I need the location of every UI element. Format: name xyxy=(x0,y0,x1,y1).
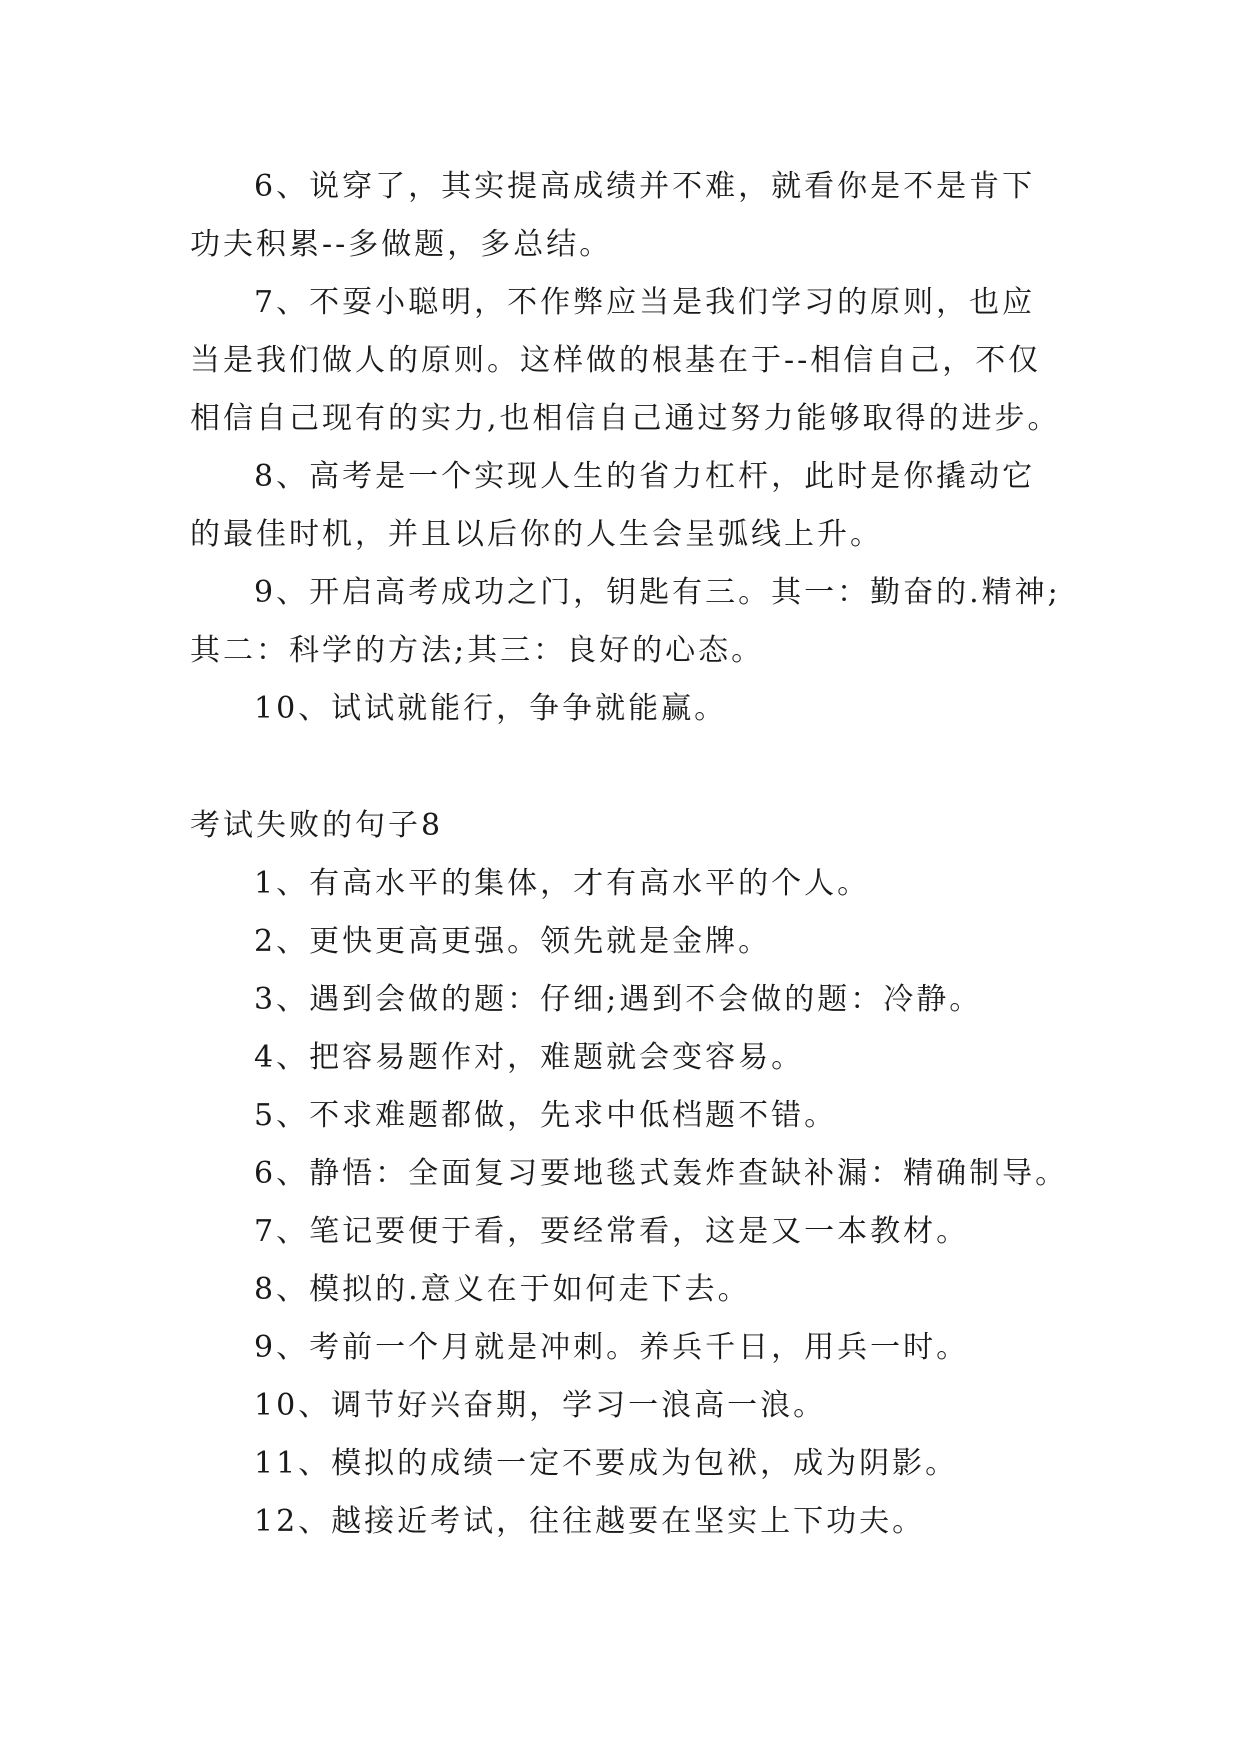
list-item: 7、笔记要便于看，要经常看，这是又一本教材。 xyxy=(254,1214,970,1249)
list-item: 5、不求难题都做，先求中低档题不错。 xyxy=(254,1098,838,1133)
list-item: 10、调节好兴奋期，学习一浪高一浪。 xyxy=(254,1388,827,1423)
list-item: 11、模拟的成绩一定不要成为包袱，成为阴影。 xyxy=(254,1446,959,1481)
list-item: 9、考前一个月就是冲刺。养兵千日，用兵一时。 xyxy=(254,1330,970,1365)
list-item: 3、遇到会做的题：仔细;遇到不会做的题：冷静。 xyxy=(254,982,983,1017)
paragraph-9: 9、开启高考成功之门，钥匙有三。其一：勤奋的.精神;其二：科学的方法;其三：良好的心态。 xyxy=(190,575,1061,668)
list-item: 8、模拟的.意义在于如何走下去。 xyxy=(254,1272,751,1307)
sentence-list xyxy=(190,855,1090,1551)
section-heading: 考试失败的句子8 xyxy=(190,808,444,843)
list-item: 1、有高水平的集体，才有高水平的个人。 xyxy=(254,866,871,901)
paragraph-6: 6、说穿了，其实提高成绩并不难，就看你是不是肯下功夫积累--多做题，多总结。 xyxy=(190,169,1036,262)
continued-paragraphs xyxy=(190,158,1065,738)
list-item: 12、越接近考试，往往越要在坚实上下功夫。 xyxy=(254,1504,926,1539)
list-item: 4、把容易题作对，难题就会变容易。 xyxy=(254,1040,805,1075)
paragraph-7: 7、不耍小聪明，不作弊应当是我们学习的原则，也应当是我们做人的原则。这样做的根基在于--相信自己，不仅相信自己现有的实力,也相信自己通过努力能够取得的进步。 xyxy=(190,285,1061,436)
paragraph-8: 8、高考是一个实现人生的省力杠杆，此时是你撬动它的最佳时机，并且以后你的人生会呈弧线上升。 xyxy=(190,459,1036,552)
list-item: 6、静悟：全面复习要地毯式轰炸查缺补漏：精确制导。 xyxy=(254,1156,1069,1191)
paragraph-10: 10、试试就能行，争争就能赢。 xyxy=(254,691,728,726)
list-item: 2、更快更高更强。领先就是金牌。 xyxy=(254,924,772,959)
